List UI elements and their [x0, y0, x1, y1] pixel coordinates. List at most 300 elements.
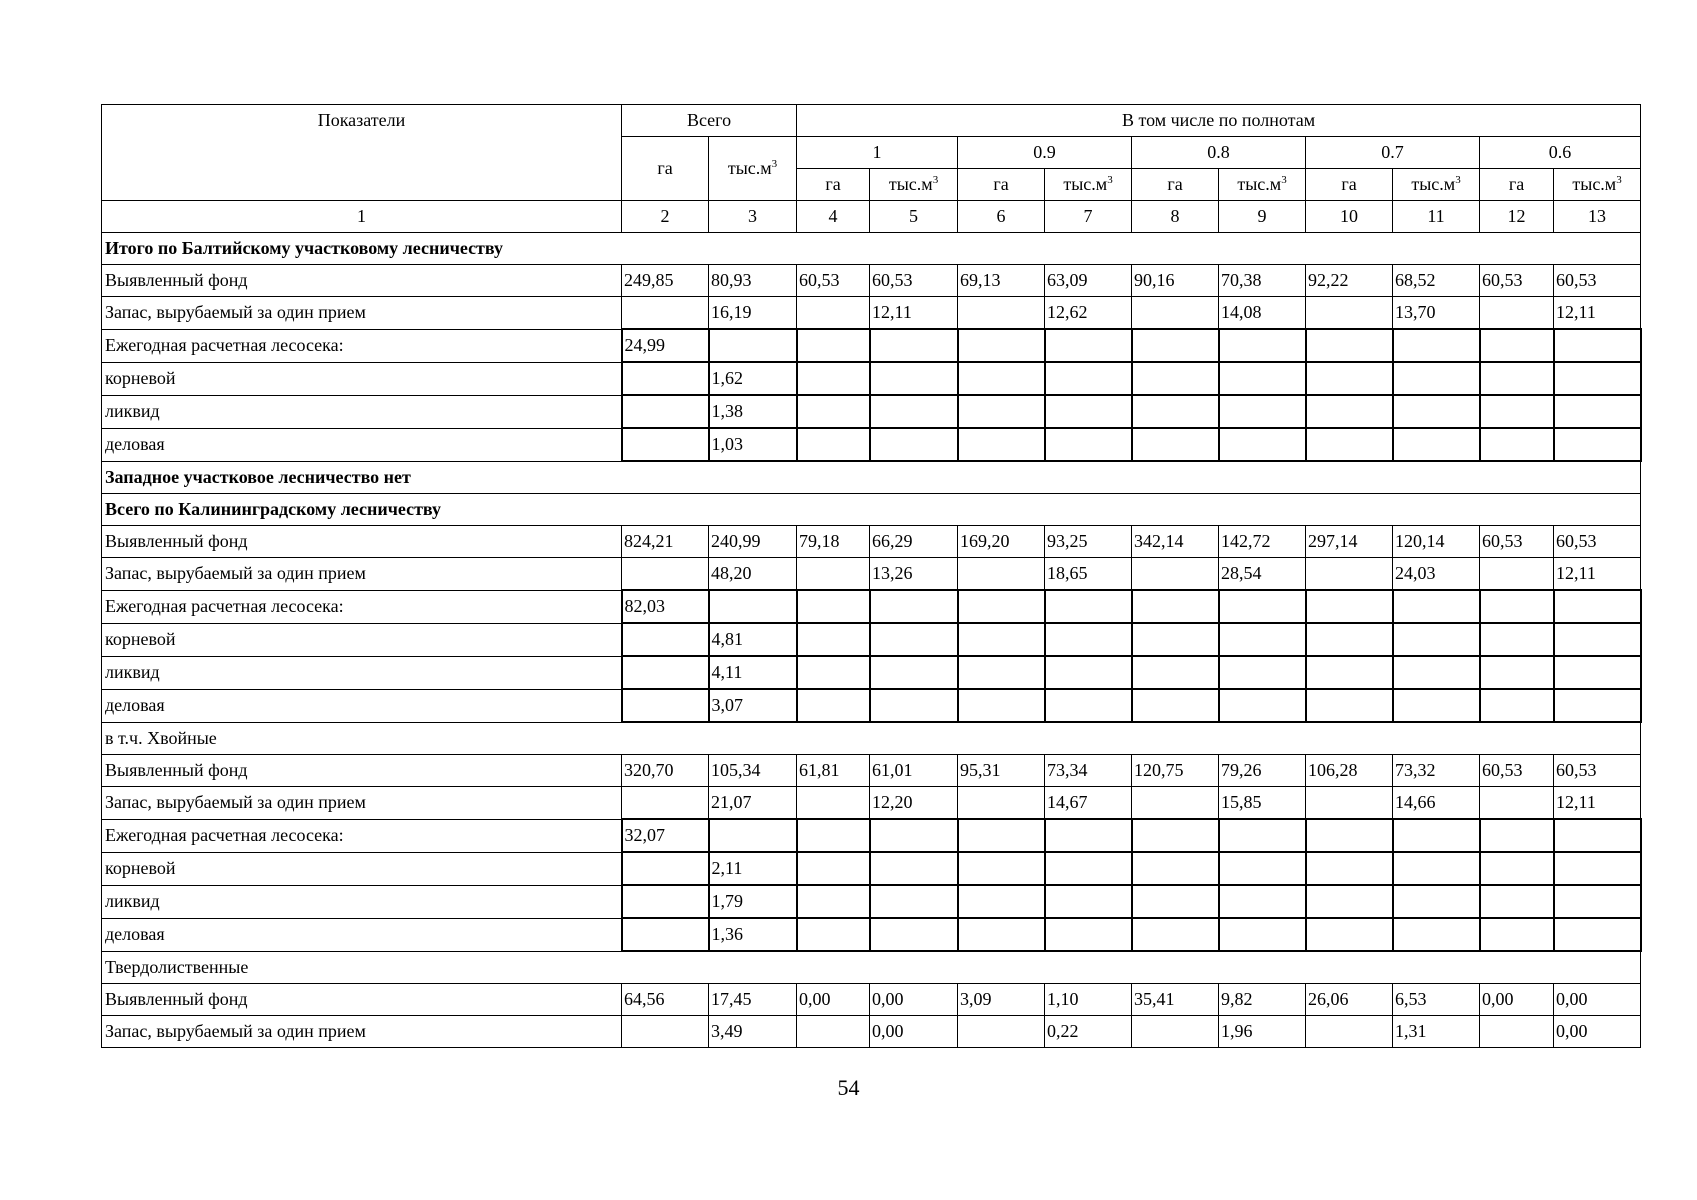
table-cell: 14,08	[1219, 297, 1306, 330]
header-by-density: В том числе по полнотам	[797, 105, 1641, 137]
table-cell: 18,65	[1045, 558, 1132, 591]
table-cell	[1132, 885, 1219, 918]
column-number: 8	[1132, 201, 1219, 233]
table-cell: 28,54	[1219, 558, 1306, 591]
row-indicator: Выявленный фонд	[102, 984, 622, 1016]
column-number: 6	[958, 201, 1045, 233]
table-cell	[1393, 395, 1480, 428]
table-cell	[958, 885, 1045, 918]
table-cell: 3,49	[709, 1016, 797, 1048]
table-cell	[958, 656, 1045, 689]
table-cell	[870, 362, 958, 395]
table-cell	[958, 787, 1045, 820]
header-unit-ha: га	[1132, 169, 1219, 201]
table-cell	[1480, 428, 1554, 461]
header-unit-volume: $тыс.м^3$	[870, 169, 958, 201]
table-cell: 60,53	[1480, 755, 1554, 787]
table-cell: 4,11	[709, 656, 797, 689]
table-row	[102, 297, 1641, 330]
table-cell	[1480, 689, 1554, 722]
table-cell: 12,11	[1554, 297, 1641, 330]
table-cell: 60,53	[797, 265, 870, 297]
table-cell	[622, 852, 709, 885]
table-row	[102, 623, 1641, 656]
table-cell	[1480, 918, 1554, 951]
table-cell	[958, 329, 1045, 362]
table-cell	[1480, 297, 1554, 330]
table-cell	[1306, 689, 1393, 722]
table-cell: 1,62	[709, 362, 797, 395]
table-cell	[797, 918, 870, 951]
table-cell: 80,93	[709, 265, 797, 297]
table-cell	[1045, 590, 1132, 623]
table-cell	[622, 623, 709, 656]
table-cell	[1393, 918, 1480, 951]
header-unit-volume: $тыс.м^3$	[1554, 169, 1641, 201]
column-number: 11	[1393, 201, 1480, 233]
table-cell	[1393, 819, 1480, 852]
table-cell	[1132, 852, 1219, 885]
table-row	[102, 395, 1641, 428]
table-row	[102, 689, 1641, 722]
table-cell	[958, 819, 1045, 852]
table-cell	[1554, 623, 1641, 656]
table-cell	[1306, 1016, 1393, 1048]
column-number: 10	[1306, 201, 1393, 233]
table-cell: 24,03	[1393, 558, 1480, 591]
header-unit-volume: $тыс.м^3$	[1045, 169, 1132, 201]
section-title: в т.ч. Хвойные	[102, 722, 1641, 755]
table-cell	[1480, 590, 1554, 623]
table-cell	[1219, 852, 1306, 885]
row-indicator: Выявленный фонд	[102, 265, 622, 297]
row-indicator: ликвид	[102, 885, 622, 918]
table-cell: 12,20	[870, 787, 958, 820]
table-row	[102, 984, 1641, 1016]
forest-fund-table-container	[101, 104, 1640, 1048]
table-cell: 0,00	[1480, 984, 1554, 1016]
table-cell	[1132, 656, 1219, 689]
table-cell	[1554, 852, 1641, 885]
forest-fund-table	[101, 104, 1642, 1048]
table-cell	[797, 885, 870, 918]
header-unit-ha: га	[797, 169, 870, 201]
table-cell	[1554, 885, 1641, 918]
table-cell	[1045, 428, 1132, 461]
table-cell	[1480, 329, 1554, 362]
table-row	[102, 1016, 1641, 1048]
table-cell	[622, 297, 709, 330]
table-cell: 320,70	[622, 755, 709, 787]
table-cell: 60,53	[1554, 526, 1641, 558]
section-row	[102, 461, 1641, 494]
row-indicator: Запас, вырубаемый за один прием	[102, 558, 622, 591]
table-cell: 60,53	[1554, 755, 1641, 787]
table-row	[102, 265, 1641, 297]
table-cell	[1306, 623, 1393, 656]
table-cell	[1393, 362, 1480, 395]
table-cell: 1,79	[709, 885, 797, 918]
row-indicator: Ежегодная расчетная лесосека:	[102, 329, 622, 362]
table-cell	[1132, 362, 1219, 395]
table-cell	[1480, 362, 1554, 395]
table-cell	[1132, 1016, 1219, 1048]
table-cell	[797, 395, 870, 428]
table-cell: 0,00	[1554, 1016, 1641, 1048]
table-cell	[1393, 329, 1480, 362]
table-cell: 120,14	[1393, 526, 1480, 558]
table-cell	[870, 918, 958, 951]
table-cell	[797, 852, 870, 885]
row-indicator: ликвид	[102, 395, 622, 428]
table-cell	[797, 558, 870, 591]
table-row	[102, 428, 1641, 461]
header-unit-ha: га	[1306, 169, 1393, 201]
table-cell	[709, 590, 797, 623]
table-cell: 9,82	[1219, 984, 1306, 1016]
table-cell: 69,13	[958, 265, 1045, 297]
table-header	[102, 105, 1641, 233]
table-cell: 66,29	[870, 526, 958, 558]
table-cell	[622, 885, 709, 918]
table-cell	[1306, 395, 1393, 428]
table-cell: 0,22	[1045, 1016, 1132, 1048]
section-row	[102, 233, 1641, 265]
table-cell: 6,53	[1393, 984, 1480, 1016]
table-cell	[958, 590, 1045, 623]
table-cell	[1480, 1016, 1554, 1048]
table-cell	[1132, 590, 1219, 623]
table-cell	[1306, 297, 1393, 330]
table-cell	[1554, 656, 1641, 689]
table-cell	[1045, 885, 1132, 918]
column-number: 1	[102, 201, 622, 233]
table-cell	[622, 395, 709, 428]
table-cell	[870, 623, 958, 656]
table-cell: 12,11	[1554, 787, 1641, 820]
row-indicator: деловая	[102, 918, 622, 951]
header-density: 0.8	[1132, 137, 1306, 169]
table-cell: 82,03	[622, 590, 709, 623]
table-cell	[709, 819, 797, 852]
table-cell: 12,62	[1045, 297, 1132, 330]
table-cell: 1,31	[1393, 1016, 1480, 1048]
table-row	[102, 852, 1641, 885]
table-cell	[1554, 329, 1641, 362]
row-indicator: деловая	[102, 689, 622, 722]
table-cell	[797, 590, 870, 623]
row-indicator: Выявленный фонд	[102, 526, 622, 558]
table-cell	[1132, 819, 1219, 852]
table-cell: 0,00	[797, 984, 870, 1016]
table-cell: 48,20	[709, 558, 797, 591]
header-density: 0.6	[1480, 137, 1641, 169]
table-cell: 63,09	[1045, 265, 1132, 297]
table-cell: 0,00	[870, 984, 958, 1016]
table-cell: 17,45	[709, 984, 797, 1016]
table-cell	[1306, 885, 1393, 918]
table-cell	[1045, 362, 1132, 395]
table-cell	[1045, 395, 1132, 428]
table-cell: 824,21	[622, 526, 709, 558]
section-title: Всего по Калининградскому лесничеству	[102, 494, 1641, 526]
table-cell: 0,00	[1554, 984, 1641, 1016]
table-cell	[870, 329, 958, 362]
table-cell: 14,67	[1045, 787, 1132, 820]
row-indicator: Выявленный фонд	[102, 755, 622, 787]
table-cell	[1306, 362, 1393, 395]
table-row	[102, 755, 1641, 787]
table-cell: 95,31	[958, 755, 1045, 787]
table-cell: 60,53	[1480, 265, 1554, 297]
row-indicator: Ежегодная расчетная лесосека:	[102, 819, 622, 852]
table-cell: 60,53	[1480, 526, 1554, 558]
table-cell	[1480, 787, 1554, 820]
table-cell: 120,75	[1132, 755, 1219, 787]
table-cell: 16,19	[709, 297, 797, 330]
column-number: 5	[870, 201, 958, 233]
table-cell	[1132, 558, 1219, 591]
row-indicator: деловая	[102, 428, 622, 461]
table-cell	[622, 787, 709, 820]
table-cell	[1219, 395, 1306, 428]
table-cell	[1132, 787, 1219, 820]
table-cell: 68,52	[1393, 265, 1480, 297]
table-cell: 73,32	[1393, 755, 1480, 787]
table-cell	[870, 428, 958, 461]
section-row	[102, 722, 1641, 755]
table-cell	[1132, 329, 1219, 362]
table-cell: 169,20	[958, 526, 1045, 558]
table-cell: 35,41	[1132, 984, 1219, 1016]
table-cell	[1554, 819, 1641, 852]
table-cell	[1045, 819, 1132, 852]
table-cell	[1393, 689, 1480, 722]
header-total: Всего	[622, 105, 797, 137]
table-cell	[1219, 362, 1306, 395]
table-cell	[1554, 689, 1641, 722]
column-number: 12	[1480, 201, 1554, 233]
table-cell: 342,14	[1132, 526, 1219, 558]
table-row	[102, 362, 1641, 395]
table-cell	[622, 689, 709, 722]
table-cell	[1480, 656, 1554, 689]
table-cell: 73,34	[1045, 755, 1132, 787]
table-cell	[958, 428, 1045, 461]
table-cell	[1306, 852, 1393, 885]
table-cell	[1306, 428, 1393, 461]
table-cell	[870, 885, 958, 918]
header-total-ha: га	[622, 137, 709, 201]
header-density: 1	[797, 137, 958, 169]
table-cell	[797, 623, 870, 656]
row-indicator: Запас, вырубаемый за один прием	[102, 787, 622, 820]
page-number: 54	[837, 1075, 860, 1100]
row-indicator: корневой	[102, 362, 622, 395]
table-cell	[622, 1016, 709, 1048]
table-cell: 13,26	[870, 558, 958, 591]
table-cell	[622, 918, 709, 951]
table-cell: 15,85	[1219, 787, 1306, 820]
table-cell	[1306, 329, 1393, 362]
table-cell: 12,11	[870, 297, 958, 330]
table-row	[102, 590, 1641, 623]
table-cell: 4,81	[709, 623, 797, 656]
table-cell	[1554, 590, 1641, 623]
table-cell: 1,36	[709, 918, 797, 951]
table-row	[102, 885, 1641, 918]
table-cell	[1306, 558, 1393, 591]
table-cell	[1306, 656, 1393, 689]
table-cell: 142,72	[1219, 526, 1306, 558]
table-cell	[1554, 395, 1641, 428]
table-cell	[958, 852, 1045, 885]
table-cell	[1306, 590, 1393, 623]
table-row	[102, 558, 1641, 591]
table-cell: 240,99	[709, 526, 797, 558]
row-indicator: корневой	[102, 623, 622, 656]
table-cell: 1,96	[1219, 1016, 1306, 1048]
table-cell: 3,07	[709, 689, 797, 722]
table-row	[102, 656, 1641, 689]
table-cell	[1393, 852, 1480, 885]
table-cell	[1393, 590, 1480, 623]
section-row	[102, 951, 1641, 984]
section-title: Твердолиственные	[102, 951, 1641, 984]
table-cell	[1219, 329, 1306, 362]
table-cell	[1045, 656, 1132, 689]
row-indicator: ликвид	[102, 656, 622, 689]
table-cell	[797, 297, 870, 330]
table-cell	[1554, 362, 1641, 395]
table-cell: 297,14	[1306, 526, 1393, 558]
table-cell	[1045, 689, 1132, 722]
table-cell	[622, 428, 709, 461]
table-cell	[958, 395, 1045, 428]
table-cell	[1393, 885, 1480, 918]
header-indicators: Показатели	[102, 105, 622, 201]
table-cell	[1045, 329, 1132, 362]
column-number: 9	[1219, 201, 1306, 233]
table-cell: 1,03	[709, 428, 797, 461]
header-unit-volume: $тыс.м^3$	[1393, 169, 1480, 201]
table-cell	[1393, 428, 1480, 461]
table-cell: 249,85	[622, 265, 709, 297]
table-cell	[1132, 395, 1219, 428]
table-cell	[1393, 656, 1480, 689]
table-row	[102, 526, 1641, 558]
table-cell	[1132, 918, 1219, 951]
table-cell: 0,00	[870, 1016, 958, 1048]
table-cell	[1045, 918, 1132, 951]
table-cell: 32,07	[622, 819, 709, 852]
table-cell	[870, 852, 958, 885]
section-title: Итого по Балтийскому участковому лесничеству	[102, 233, 1641, 265]
table-cell: 1,38	[709, 395, 797, 428]
table-cell	[1480, 558, 1554, 591]
table-cell: 93,25	[1045, 526, 1132, 558]
table-cell	[622, 558, 709, 591]
table-cell	[870, 819, 958, 852]
table-cell: 14,66	[1393, 787, 1480, 820]
table-cell	[1219, 918, 1306, 951]
table-cell	[870, 656, 958, 689]
table-row	[102, 787, 1641, 820]
table-cell	[1219, 590, 1306, 623]
table-cell	[1393, 623, 1480, 656]
column-number: 3	[709, 201, 797, 233]
table-cell: 12,11	[1554, 558, 1641, 591]
table-cell	[1480, 885, 1554, 918]
table-cell: 13,70	[1393, 297, 1480, 330]
header-density: 0.9	[958, 137, 1132, 169]
row-indicator: Запас, вырубаемый за один прием	[102, 1016, 622, 1048]
table-cell: 70,38	[1219, 265, 1306, 297]
table-cell	[1306, 787, 1393, 820]
row-indicator: Запас, вырубаемый за один прием	[102, 297, 622, 330]
table-cell	[797, 1016, 870, 1048]
table-cell: 90,16	[1132, 265, 1219, 297]
column-number: 2	[622, 201, 709, 233]
table-body	[102, 233, 1641, 1048]
table-cell	[958, 623, 1045, 656]
table-cell: 24,99	[622, 329, 709, 362]
table-cell	[1480, 852, 1554, 885]
header-unit-ha: га	[958, 169, 1045, 201]
table-cell	[1554, 428, 1641, 461]
table-cell	[797, 689, 870, 722]
table-cell: 26,06	[1306, 984, 1393, 1016]
header-unit-volume: $тыс.м^3$	[1219, 169, 1306, 201]
table-row	[102, 819, 1641, 852]
table-cell	[1219, 819, 1306, 852]
table-cell	[1132, 297, 1219, 330]
section-row	[102, 494, 1641, 526]
table-cell	[1045, 623, 1132, 656]
header-unit-ha: га	[1480, 169, 1554, 201]
row-indicator: Ежегодная расчетная лесосека:	[102, 590, 622, 623]
table-cell: 60,53	[1554, 265, 1641, 297]
table-cell	[958, 689, 1045, 722]
table-cell	[1480, 395, 1554, 428]
table-cell: 105,34	[709, 755, 797, 787]
table-cell: 2,11	[709, 852, 797, 885]
section-title: Западное участковое лесничество нет	[102, 461, 1641, 494]
table-cell	[1480, 819, 1554, 852]
table-cell	[1306, 819, 1393, 852]
table-cell	[1132, 623, 1219, 656]
table-cell: 64,56	[622, 984, 709, 1016]
table-cell	[1554, 918, 1641, 951]
table-cell	[958, 918, 1045, 951]
table-cell	[958, 297, 1045, 330]
table-cell	[797, 428, 870, 461]
table-cell	[1219, 885, 1306, 918]
table-cell	[958, 1016, 1045, 1048]
table-row	[102, 918, 1641, 951]
table-cell	[958, 362, 1045, 395]
table-cell: 79,26	[1219, 755, 1306, 787]
table-cell	[797, 656, 870, 689]
table-cell	[797, 329, 870, 362]
header-total-volume: $тыс.м^3$	[709, 137, 797, 201]
table-cell: 21,07	[709, 787, 797, 820]
table-cell: 61,01	[870, 755, 958, 787]
table-cell	[1219, 428, 1306, 461]
table-cell: 60,53	[870, 265, 958, 297]
table-cell: 79,18	[797, 526, 870, 558]
table-cell	[870, 689, 958, 722]
